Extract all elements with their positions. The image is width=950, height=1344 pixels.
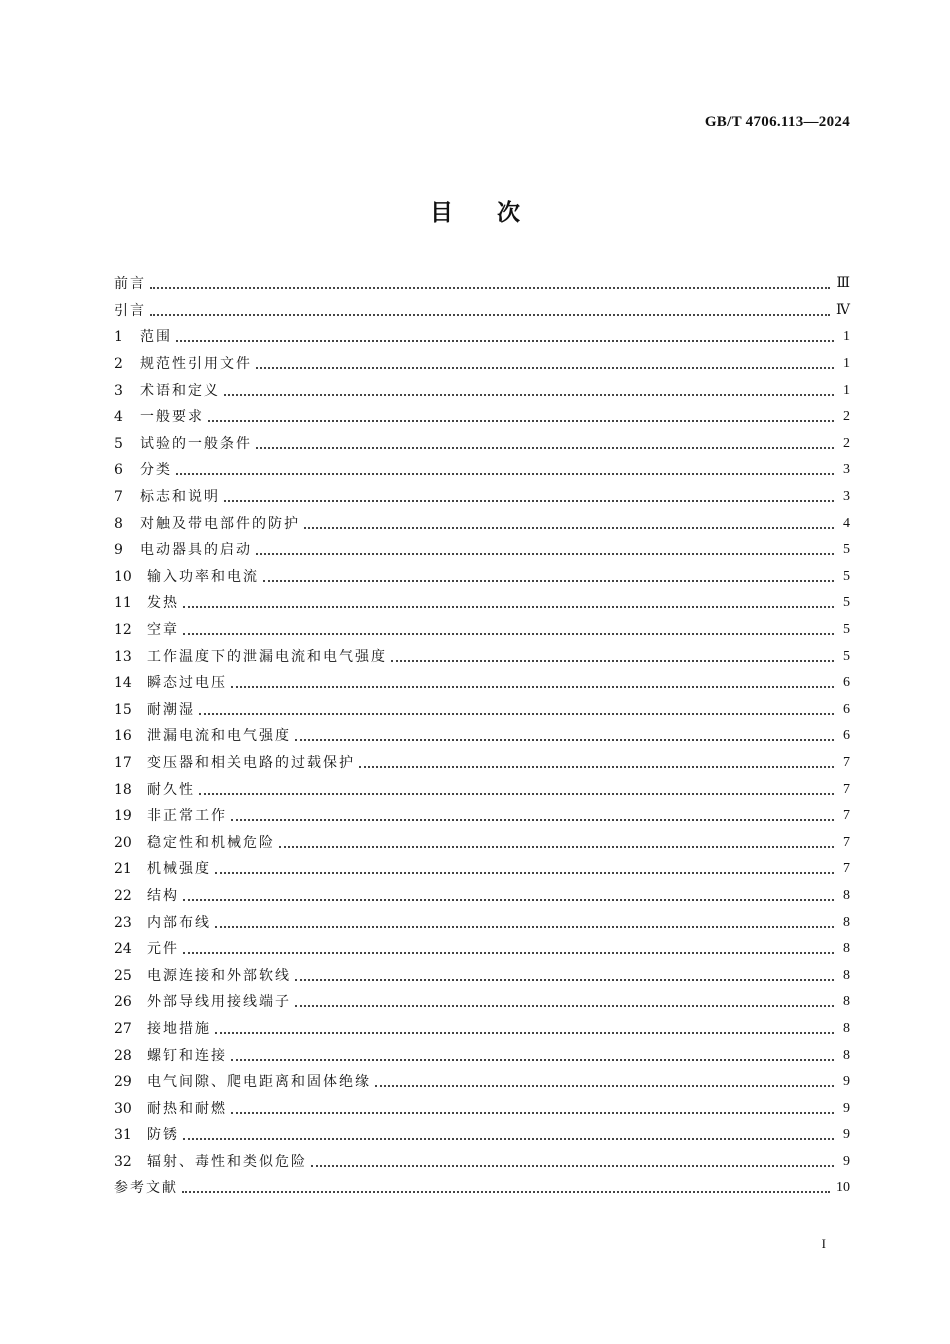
toc-entry[interactable] bbox=[114, 883, 850, 910]
toc-dot-leader bbox=[231, 805, 834, 821]
toc-entry[interactable] bbox=[114, 324, 850, 351]
toc-entry-page: 4 bbox=[843, 515, 850, 531]
toc-dot-leader bbox=[231, 672, 834, 688]
toc-dot-leader bbox=[224, 486, 834, 502]
toc-entry-number: 11 bbox=[114, 595, 132, 612]
toc-entry-page: 9 bbox=[843, 1153, 850, 1169]
toc-entry-number: 16 bbox=[114, 728, 132, 745]
toc-dot-leader bbox=[295, 725, 834, 741]
standard-code: GB/T 4706.113—2024 bbox=[704, 114, 850, 130]
toc-entry-page: 1 bbox=[843, 382, 850, 398]
toc-entry-label: 耐热和耐燃 bbox=[147, 1100, 227, 1117]
toc-title: 目次 bbox=[430, 200, 564, 226]
toc-entry-number: 15 bbox=[114, 701, 132, 718]
toc-entry-label: 非正常工作 bbox=[147, 808, 227, 825]
toc-dot-leader bbox=[199, 699, 834, 715]
toc-entry-number: 32 bbox=[114, 1153, 132, 1170]
toc-entry-page: 1 bbox=[843, 356, 850, 372]
toc-entry-number: 4 bbox=[114, 409, 123, 426]
toc-entry-number: 30 bbox=[114, 1100, 132, 1117]
toc-entry-label: 外部导线用接线端子 bbox=[147, 994, 291, 1011]
toc-entry-label: 工作温度下的泄漏电流和电气强度 bbox=[147, 648, 387, 665]
toc-entry-page: 8 bbox=[843, 1020, 850, 1036]
toc-dot-leader bbox=[224, 380, 834, 396]
toc-entry[interactable] bbox=[114, 457, 850, 484]
toc-dot-leader bbox=[183, 885, 834, 901]
toc-dot-leader bbox=[183, 592, 834, 608]
toc-entry-label: 前言 bbox=[114, 276, 146, 293]
toc-dot-leader bbox=[215, 1018, 834, 1034]
table-of-contents bbox=[114, 271, 850, 1202]
toc-entry-label: 瞬态过电压 bbox=[147, 675, 227, 692]
toc-entry-number: 14 bbox=[114, 675, 132, 692]
toc-entry[interactable] bbox=[114, 1016, 850, 1043]
toc-entry-label: 引言 bbox=[114, 302, 146, 319]
toc-entry[interactable] bbox=[114, 1069, 850, 1096]
toc-entry-label: 元件 bbox=[147, 941, 179, 958]
toc-entry-label: 机械强度 bbox=[147, 861, 211, 878]
toc-entry-number: 18 bbox=[114, 781, 132, 798]
toc-entry-number: 8 bbox=[114, 515, 123, 532]
toc-entry-page: Ⅲ bbox=[836, 276, 850, 292]
toc-entry-label: 空章 bbox=[147, 622, 179, 639]
toc-dot-leader bbox=[182, 1177, 830, 1193]
toc-entry[interactable] bbox=[114, 989, 850, 1016]
toc-entry-number: 3 bbox=[114, 382, 123, 399]
toc-entry-label: 接地措施 bbox=[147, 1020, 211, 1037]
toc-dot-leader bbox=[176, 326, 834, 342]
toc-entry[interactable] bbox=[114, 962, 850, 989]
toc-entry-number: 22 bbox=[114, 887, 132, 904]
toc-entry[interactable] bbox=[114, 1149, 850, 1176]
toc-entry[interactable] bbox=[114, 564, 850, 591]
toc-entry-number: 19 bbox=[114, 808, 132, 825]
toc-dot-leader bbox=[150, 300, 830, 316]
toc-entry[interactable] bbox=[114, 1095, 850, 1122]
toc-entry-page: 8 bbox=[843, 914, 850, 930]
toc-entry-number: 24 bbox=[114, 941, 132, 958]
toc-entry[interactable] bbox=[114, 750, 850, 777]
toc-dot-leader bbox=[391, 646, 834, 662]
toc-entry[interactable] bbox=[114, 351, 850, 378]
toc-entry-label: 电气间隙、爬电距离和固体绝缘 bbox=[147, 1074, 371, 1091]
toc-dot-leader bbox=[295, 991, 834, 1007]
toc-dot-leader bbox=[215, 912, 834, 928]
toc-entry-page: 10 bbox=[836, 1180, 850, 1196]
toc-entry-page: 8 bbox=[843, 1047, 850, 1063]
toc-entry-page: Ⅳ bbox=[836, 302, 850, 318]
toc-entry[interactable] bbox=[114, 484, 850, 511]
toc-entry[interactable] bbox=[114, 617, 850, 644]
toc-entry[interactable] bbox=[114, 829, 850, 856]
toc-entry-number: 23 bbox=[114, 914, 132, 931]
toc-entry-number: 5 bbox=[114, 435, 123, 452]
toc-entry-page: 8 bbox=[843, 887, 850, 903]
toc-entry-page: 9 bbox=[843, 1074, 850, 1090]
toc-dot-leader bbox=[304, 513, 834, 529]
toc-entry[interactable] bbox=[114, 298, 850, 325]
toc-entry-page: 8 bbox=[843, 967, 850, 983]
toc-dot-leader bbox=[256, 433, 834, 449]
toc-entry[interactable] bbox=[114, 643, 850, 670]
toc-dot-leader bbox=[183, 619, 834, 635]
toc-entry-label: 范围 bbox=[140, 329, 172, 346]
toc-entry-page: 5 bbox=[843, 568, 850, 584]
toc-entry-page: 3 bbox=[843, 462, 850, 478]
toc-dot-leader bbox=[231, 1098, 834, 1114]
toc-entry-label: 耐久性 bbox=[147, 781, 195, 798]
toc-entry[interactable] bbox=[114, 271, 850, 298]
toc-entry-label: 术语和定义 bbox=[140, 382, 220, 399]
toc-entry-number: 13 bbox=[114, 648, 132, 665]
toc-entry-number: 1 bbox=[114, 329, 123, 346]
toc-entry-label: 螺钉和连接 bbox=[147, 1047, 227, 1064]
toc-entry-page: 7 bbox=[843, 754, 850, 770]
toc-entry-number: 17 bbox=[114, 754, 132, 771]
toc-entry-label: 标志和说明 bbox=[140, 489, 220, 506]
toc-entry[interactable] bbox=[114, 431, 850, 458]
toc-entry-label: 电源连接和外部软线 bbox=[147, 967, 291, 984]
toc-entry[interactable] bbox=[114, 590, 850, 617]
toc-entry-label: 电动器具的启动 bbox=[140, 542, 252, 559]
toc-entry-number: 28 bbox=[114, 1047, 132, 1064]
toc-dot-leader bbox=[176, 459, 834, 475]
toc-entry-page: 5 bbox=[843, 595, 850, 611]
toc-entry[interactable] bbox=[114, 776, 850, 803]
toc-entry-page: 2 bbox=[843, 435, 850, 451]
toc-entry-label: 变压器和相关电路的过载保护 bbox=[147, 754, 355, 771]
toc-dot-leader bbox=[375, 1071, 834, 1087]
toc-entry-number: 12 bbox=[114, 622, 132, 639]
toc-entry[interactable] bbox=[114, 697, 850, 724]
toc-entry-label: 参考文献 bbox=[114, 1180, 178, 1197]
toc-dot-leader bbox=[279, 832, 834, 848]
toc-entry[interactable] bbox=[114, 723, 850, 750]
toc-entry-label: 内部布线 bbox=[147, 914, 211, 931]
toc-entry-number: 20 bbox=[114, 834, 132, 851]
page-number: I bbox=[821, 1236, 826, 1251]
toc-entry-label: 发热 bbox=[147, 595, 179, 612]
toc-entry-page: 5 bbox=[843, 648, 850, 664]
toc-entry-number: 31 bbox=[114, 1127, 132, 1144]
toc-entry[interactable] bbox=[114, 1042, 850, 1069]
toc-entry-number: 6 bbox=[114, 462, 123, 479]
toc-entry[interactable] bbox=[114, 856, 850, 883]
toc-entry-page: 1 bbox=[843, 329, 850, 345]
toc-entry-page: 5 bbox=[843, 542, 850, 558]
toc-entry[interactable] bbox=[114, 510, 850, 537]
toc-entry[interactable] bbox=[114, 1175, 850, 1202]
toc-dot-leader bbox=[311, 1151, 834, 1167]
toc-entry[interactable] bbox=[114, 909, 850, 936]
toc-dot-leader bbox=[295, 965, 834, 981]
toc-entry-page: 7 bbox=[843, 861, 850, 877]
toc-entry-page: 8 bbox=[843, 994, 850, 1010]
toc-entry-label: 防锈 bbox=[147, 1127, 179, 1144]
toc-entry-page: 9 bbox=[843, 1127, 850, 1143]
toc-entry-number: 2 bbox=[114, 356, 123, 373]
toc-entry-page: 7 bbox=[843, 834, 850, 850]
toc-entry-label: 耐潮湿 bbox=[147, 701, 195, 718]
toc-entry-page: 6 bbox=[843, 728, 850, 744]
toc-entry-number: 27 bbox=[114, 1020, 132, 1037]
toc-dot-leader bbox=[215, 858, 834, 874]
toc-dot-leader bbox=[231, 1045, 834, 1061]
toc-dot-leader bbox=[359, 752, 834, 768]
toc-dot-leader bbox=[263, 566, 834, 582]
toc-entry-label: 输入功率和电流 bbox=[147, 568, 259, 585]
toc-entry-number: 7 bbox=[114, 489, 123, 506]
toc-entry[interactable] bbox=[114, 803, 850, 830]
toc-entry-number: 25 bbox=[114, 967, 132, 984]
toc-entry-label: 辐射、毒性和类似危险 bbox=[147, 1153, 307, 1170]
toc-entry-page: 6 bbox=[843, 701, 850, 717]
toc-entry-number: 9 bbox=[114, 542, 123, 559]
toc-entry-label: 对触及带电部件的防护 bbox=[140, 515, 300, 532]
toc-dot-leader bbox=[183, 1124, 834, 1140]
toc-entry-label: 稳定性和机械危险 bbox=[147, 834, 275, 851]
toc-entry-number: 10 bbox=[114, 568, 132, 585]
toc-entry-label: 规范性引用文件 bbox=[140, 356, 252, 373]
toc-entry-label: 结构 bbox=[147, 887, 179, 904]
toc-entry-page: 8 bbox=[843, 941, 850, 957]
toc-entry[interactable] bbox=[114, 670, 850, 697]
toc-entry-page: 7 bbox=[843, 781, 850, 797]
toc-entry-page: 3 bbox=[843, 489, 850, 505]
toc-entry-label: 一般要求 bbox=[140, 409, 204, 426]
toc-dot-leader bbox=[183, 938, 834, 954]
toc-entry[interactable] bbox=[114, 1122, 850, 1149]
toc-entry[interactable] bbox=[114, 404, 850, 431]
toc-entry-number: 29 bbox=[114, 1074, 132, 1091]
toc-entry-page: 5 bbox=[843, 622, 850, 638]
toc-entry-number: 21 bbox=[114, 861, 132, 878]
toc-dot-leader bbox=[199, 779, 834, 795]
toc-entry[interactable] bbox=[114, 377, 850, 404]
toc-entry[interactable] bbox=[114, 537, 850, 564]
toc-entry-label: 泄漏电流和电气强度 bbox=[147, 728, 291, 745]
toc-dot-leader bbox=[256, 539, 834, 555]
toc-entry-number: 26 bbox=[114, 994, 132, 1011]
toc-dot-leader bbox=[150, 273, 830, 289]
toc-entry-page: 9 bbox=[843, 1100, 850, 1116]
toc-entry-label: 试验的一般条件 bbox=[140, 435, 252, 452]
toc-dot-leader bbox=[256, 353, 834, 369]
toc-entry[interactable] bbox=[114, 936, 850, 963]
toc-dot-leader bbox=[208, 406, 834, 422]
toc-entry-label: 分类 bbox=[140, 462, 172, 479]
toc-entry-page: 7 bbox=[843, 808, 850, 824]
toc-entry-page: 6 bbox=[843, 675, 850, 691]
toc-entry-page: 2 bbox=[843, 409, 850, 425]
